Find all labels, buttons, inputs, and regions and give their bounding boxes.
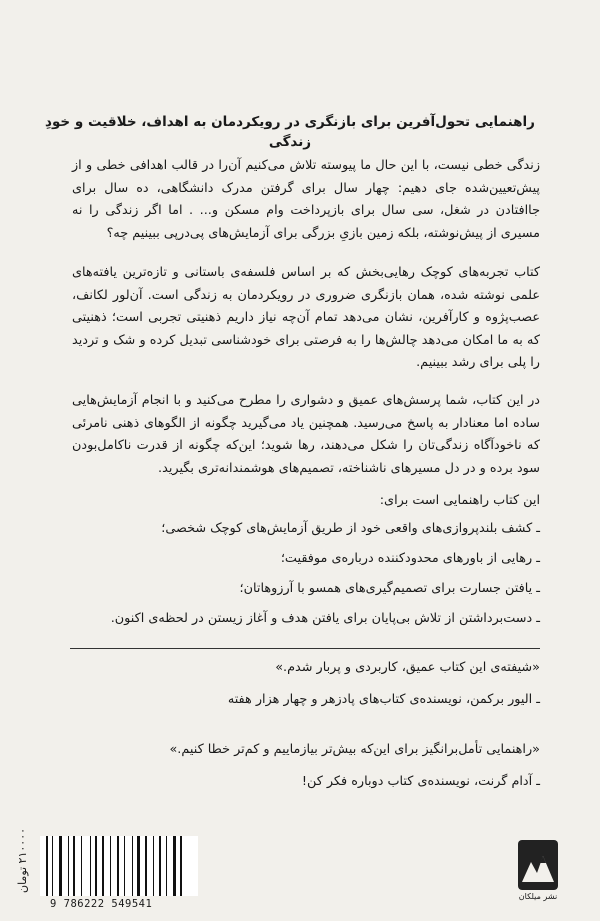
- barcode-bar: [78, 836, 80, 896]
- barcode-bar: [149, 836, 150, 896]
- barcode-bar: [127, 836, 129, 896]
- barcode-bar: [177, 836, 178, 896]
- barcode-bar: [64, 836, 65, 896]
- barcode-bar: [70, 836, 71, 896]
- list-item: ـ کشف بلندپروازی‌های واقعی خود از طریق آزمایش‌های کوچک شخصی؛: [161, 521, 540, 536]
- barcode-bar: [84, 836, 87, 896]
- barcode-bar: [90, 836, 91, 896]
- blurb-author-2: ـ آدام گرنت، نویسنده‌ی کتاب دوباره فکر کن!: [301, 774, 540, 789]
- barcode-bar: [134, 836, 135, 896]
- barcode-bar: [117, 836, 119, 896]
- barcode-bar: [46, 836, 48, 896]
- barcode-bar: [92, 836, 93, 896]
- barcode-bar: [112, 836, 115, 896]
- barcode-bar: [56, 836, 58, 896]
- barcode-bar: [124, 836, 125, 896]
- barcode-bar: [137, 836, 140, 896]
- barcode-bar: [81, 836, 82, 896]
- barcode-bar: [166, 836, 167, 896]
- barcode-bar: [155, 836, 157, 896]
- barcode-bar: [95, 836, 97, 896]
- barcode-bar: [73, 836, 75, 896]
- list-item: ـ رهایی از باورهای محدودکننده درباره‌ی موفقیت؛: [280, 551, 540, 566]
- price-label: ۲۱۰۰۰۰ تومان: [16, 828, 29, 894]
- barcode-bar: [185, 836, 186, 896]
- barcode-number: 9 786222 549541: [50, 898, 153, 910]
- cover-tagline: راهنمایی تحول‌آفرین برای بازنگری در رویکردمان به اهداف، خلاقیت و خودِ زندگی: [45, 114, 535, 150]
- list-item: ـ یافتن جسارت برای تصمیم‌گیری‌های همسو با آرزوهاتان؛: [239, 581, 540, 596]
- benefit-list: [72, 514, 540, 634]
- barcode-bar: [110, 836, 111, 896]
- paragraph-2: کتاب تجربه‌های کوچک رهایی‌بخش که بر اساس فلسفه‌ی باستانی و تازه‌ترین یافته‌های علمی نوشته شده، همان بازنگری ضروری در رویکردمان به زندگی است. آن‌لور لکانف، عصب‌پژوه و کارآفرین، نشان می‌دهد تمام آن‌چه نیاز داریم ذهنیتی تجربی است؛ ذهنیتی که به ما امکان می‌دهد چالش‌ها را به فرصتی برای خودشناسی تبدیل کرده و شک و تردید را پلی برای رشد ببینیم.: [72, 265, 540, 370]
- barcode-bar: [102, 836, 104, 896]
- barcode-bar: [106, 836, 107, 896]
- publisher-name: نشر میلکان: [518, 892, 558, 901]
- barcode-bar: [180, 836, 182, 896]
- barcode-bar: [100, 836, 101, 896]
- blurb-quote-2: «راهنمایی تأمل‌برانگیز برای این‌که بیش‌تر بیازماییم و کم‌تر خطا کنیم.»: [169, 742, 540, 757]
- list-item: ـ دست‌برداشتن از تلاش بی‌پایان برای یافتن هدف و آغاز زیستن در لحظه‌ی اکنون.: [110, 611, 540, 626]
- barcode-bar: [143, 836, 144, 896]
- paragraph-3: در این کتاب، شما پرسش‌های عمیق و دشواری را مطرح می‌کنید و با انجام آزمایش‌هایی ساده اما معنادار به پاسخ می‌رسید. همچنین یاد می‌گیرید چگونه از الگوهای ذهنی نامرئی که ناخودآگاه زندگی‌تان را شکل می‌دهند، رها شوید؛ این‌که چگونه از قدرت ناکامل‌بودن سود برده و در دل مسیرهای ناشناخته، تصمیم‌های هوشمندانه‌تری بگیرید.: [72, 393, 540, 476]
- barcode-bar: [153, 836, 154, 896]
- publisher-logo: [516, 840, 560, 910]
- barcode-bar: [164, 836, 165, 896]
- barcode-bar: [173, 836, 176, 896]
- barcode-bars: [40, 836, 198, 896]
- barcode-bar: [68, 836, 69, 896]
- barcode-bar: [49, 836, 50, 896]
- barcode-bar: [159, 836, 161, 896]
- paragraph-1: زندگی خطی نیست، با این حال ما پیوسته تلاش می‌کنیم آن‌را در قالب اهدافی خطی و از پیش‌تعیین‌شده جای دهیم: چهار سال برای گرفتن مدرک دانشگاهی، ده سال برای جاافتادن در شغل، سی سال برای بازپرداخت وام مسکن و... . اما اگر زندگی را نه مسیری از پیش‌نوشته، بلکه زمین بازیِ بزرگی برای آزمایش‌های پی‌درپی ببینیم چه؟: [72, 158, 540, 241]
- blurb-author-1: ـ الیور برکمن، نویسنده‌ی کتاب‌های پادزهر و چهار هزار هفته: [227, 692, 540, 707]
- isbn-barcode: [40, 836, 210, 912]
- section-divider: [70, 648, 540, 649]
- barcode-bar: [132, 836, 133, 896]
- barcode-bar: [52, 836, 53, 896]
- barcode-bar: [169, 836, 170, 896]
- list-intro: این کتاب راهنمایی است برای:: [379, 493, 540, 508]
- barcode-bar: [122, 836, 123, 896]
- barcode-bar: [59, 836, 62, 896]
- mountain-logo-icon: [518, 840, 558, 890]
- barcode-bar: [145, 836, 147, 896]
- blurb-quote-1: «شیفته‌ی این کتاب عمیق، کاربردی و پربار شدم.»: [275, 660, 540, 675]
